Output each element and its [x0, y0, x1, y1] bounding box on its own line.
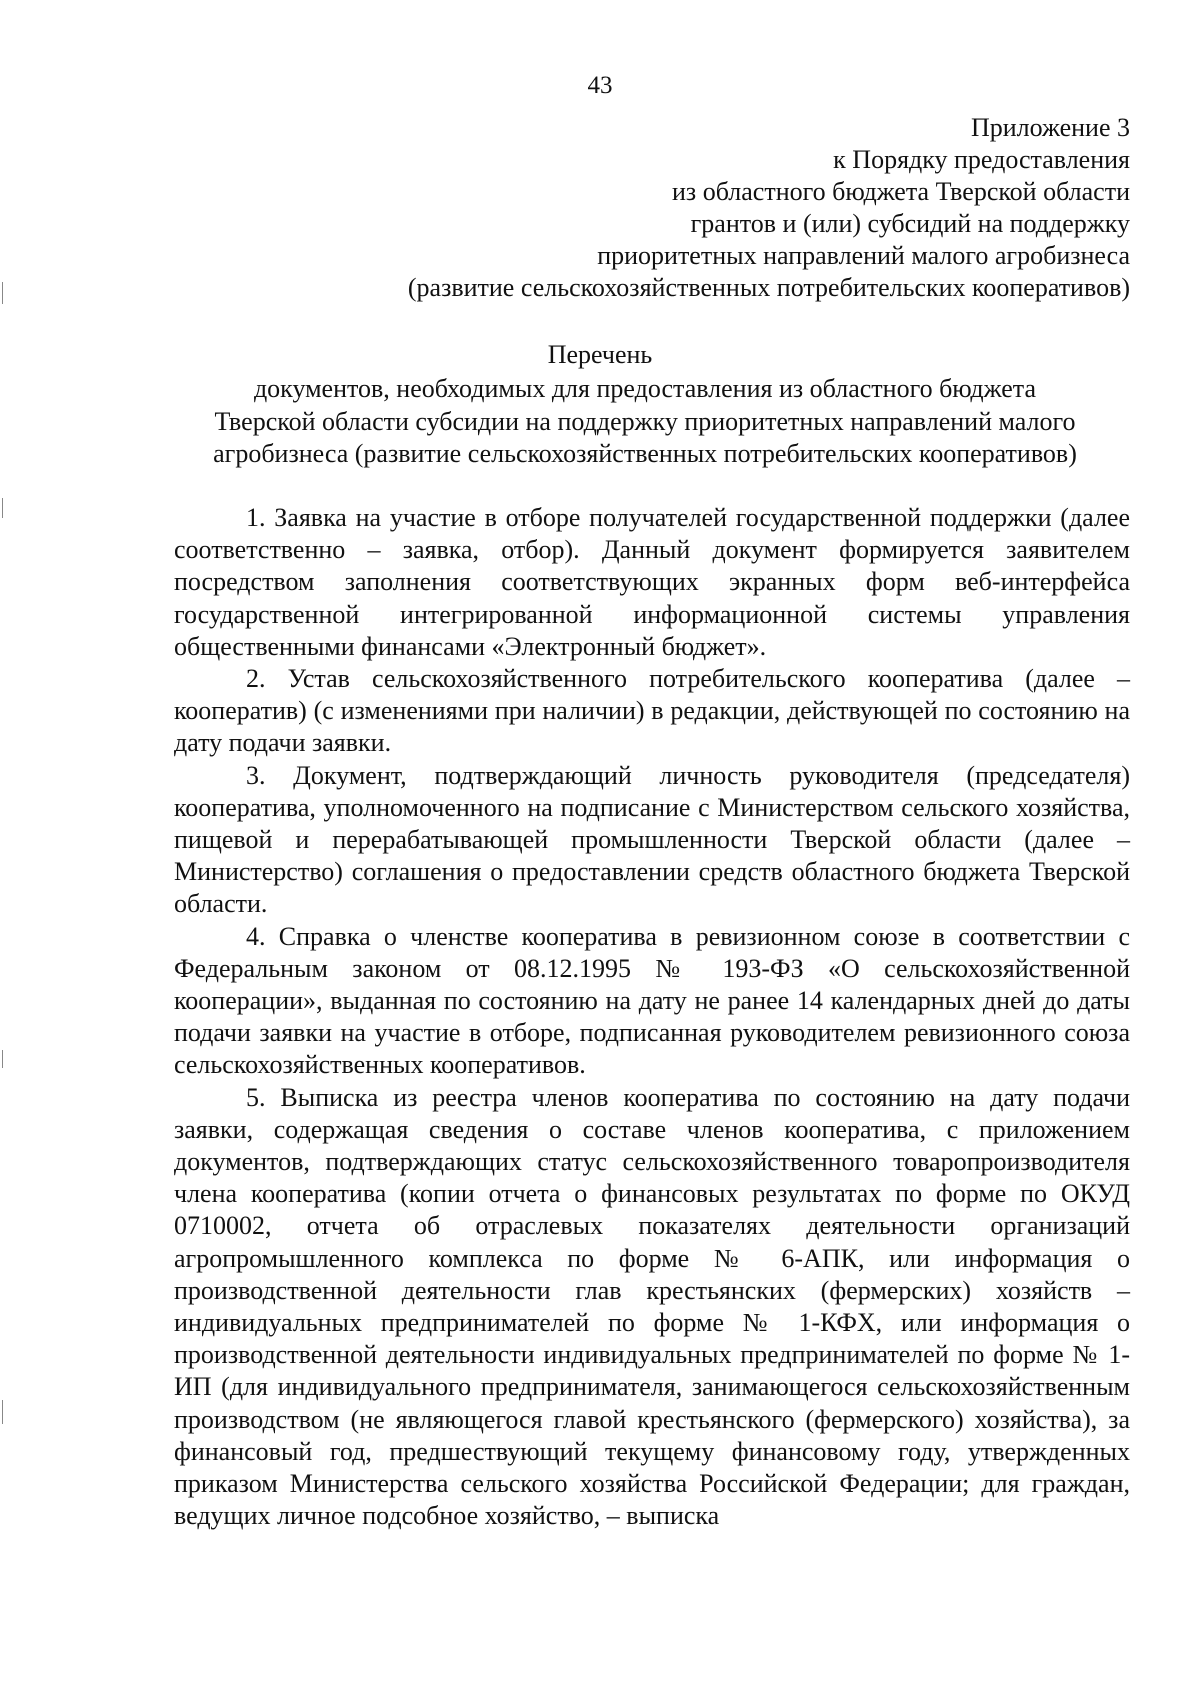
list-item-4: 4. Справка о членстве кооператива в ревизионном союзе в соответствии с Федеральным законом от 08.12.1995 № 193-ФЗ «О сельскохозяйственной кооперации», выданная по состоянию на дату не ранее 14 календарных дней до даты подачи заявки на участие в отборе, подписанная руководителем ревизионного союза сельскохозяйственных кооперативов. [174, 921, 1130, 1080]
list-item-2: 2. Устав сельскохозяйственного потребительского кооператива (далее – кооператив) (с изменениями при наличии) в редакции, действующей по состоянию на дату подачи заявки. [174, 664, 1130, 758]
appendix-line: к Порядку предоставления [833, 145, 1130, 174]
appendix-line: приоритетных направлений малого агробизнеса [597, 241, 1130, 270]
document-title: Перечень [547, 340, 653, 369]
page-number: 43 [587, 72, 613, 99]
subtitle-line: документов, необходимых для предоставления из областного бюджета [253, 374, 1037, 403]
list-item-1: 1. Заявка на участие в отборе получателей государственной поддержки (далее соответственно – заявка, отбор). Данный документ формируется заявителем посредством заполнения соответствующих экранных форм веб-интерфейса государственной интегрированной информационной системы управления общественными финансами «Электронный бюджет». [174, 503, 1130, 661]
scan-edge-mark [2, 498, 3, 518]
appendix-line: грантов и (или) субсидий на поддержку [690, 209, 1130, 238]
appendix-line: из областного бюджета Тверской области [672, 177, 1130, 206]
scan-edge-mark [2, 1400, 3, 1424]
subtitle-line: агробизнеса (развитие сельскохозяйственных потребительских кооперативов) [213, 439, 1077, 468]
list-item-5: 5. Выписка из реестра членов кооператива по состоянию на дату подачи заявки, содержащая сведения о составе членов кооператива, с приложением документов, подтверждающих статус сельскохозяйственного товаропроизводителя члена кооператива (копии отчета о финансовых результатах по форме по ОКУД 0710002, отчета об отраслевых показателях деятельности организаций агропромышленного комплекса по форме № 6-АПК, или информация о производственной деятельности глав крестьянских (фермерских) хозяйств – индивидуальных предпринимателей по форме № 1-КФХ, или информация о производственной деятельности индивидуальных предпринимателей по форме № 1-ИП (для индивидуального предпринимателя, занимающегося сельскохозяйственным производством (не являющегося главой крестьянского (фермерского) хозяйства), за финансовый год, предшествующий текущему финансовому году, утвержденных приказом Министерства сельского хозяйства Российской Федерации; для граждан, ведущих личное подсобное хозяйство, – выписка [174, 1082, 1130, 1531]
subtitle-line: Тверской области субсидии на поддержку приоритетных направлений малого [214, 406, 1076, 436]
appendix-header [408, 112, 1130, 304]
scan-edge-mark [2, 282, 3, 304]
appendix-line: (развитие сельскохозяйственных потребительских кооперативов) [407, 273, 1130, 302]
scan-edge-mark [2, 1050, 3, 1068]
document-body [174, 502, 1130, 1533]
appendix-line: Приложение 3 [970, 113, 1130, 142]
document-subtitle [160, 373, 1130, 471]
list-item-3: 3. Документ, подтверждающий личность руководителя (председателя) кооператива, уполномоченного на подписание с Министерством сельского хозяйства, пищевой и перерабатывающей промышленности Тверской области (далее – Министерство) соглашения о предоставлении средств областного бюджета Тверской области. [174, 760, 1130, 919]
